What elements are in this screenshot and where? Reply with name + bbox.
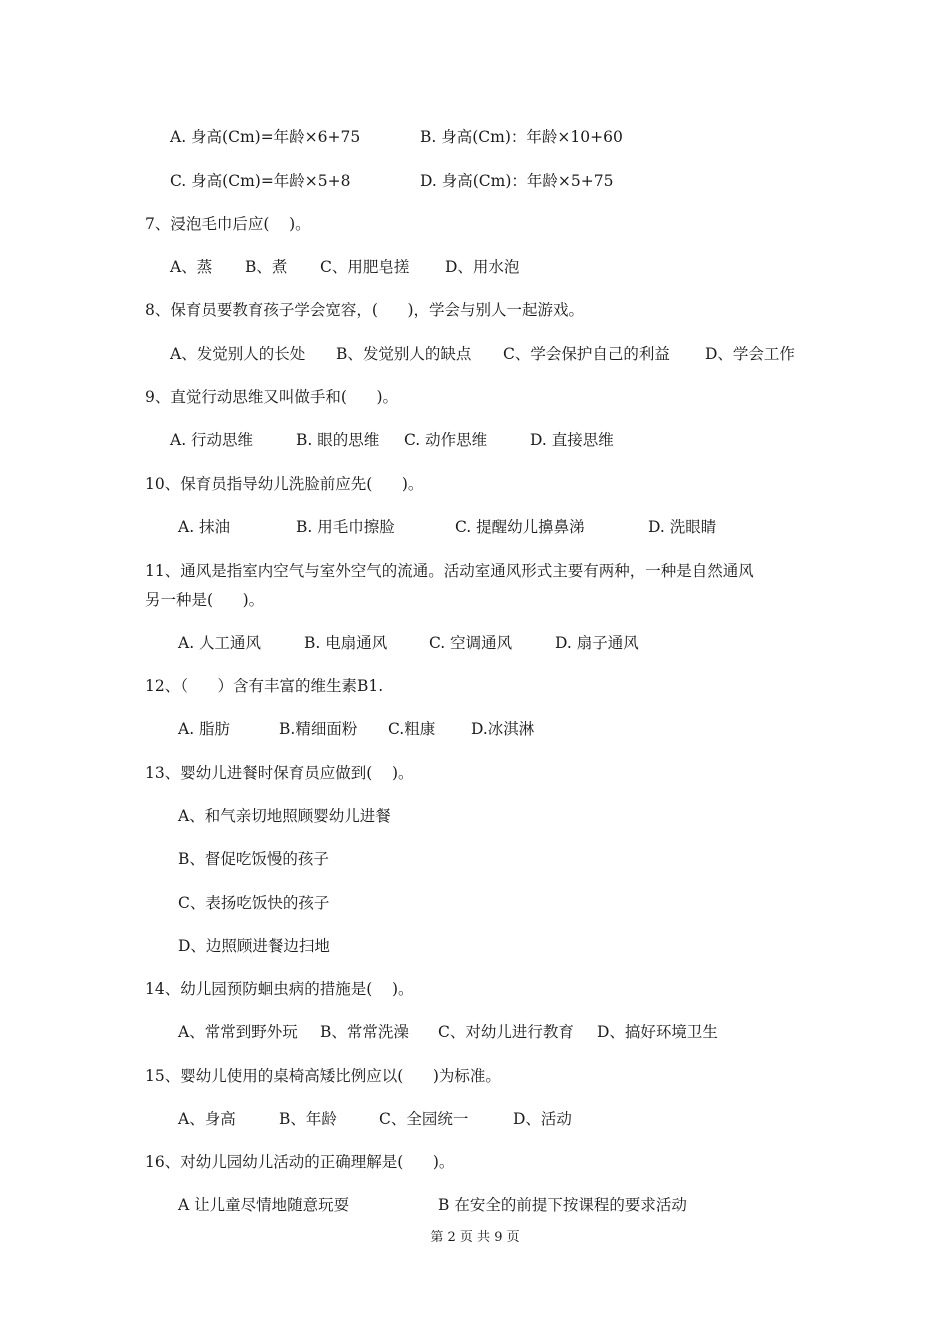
q7-option-a: A、蒸 (170, 258, 213, 276)
q9-stem: 9、直觉行动思维又叫做手和( )。 (145, 388, 399, 406)
q13-option-b: B、督促吃饭慢的孩子 (178, 850, 329, 868)
q16-option-b: B 在安全的前提下按课程的要求活动 (438, 1196, 687, 1214)
q12-option-c: C.粗康 (388, 720, 436, 738)
q10-stem: 10、保育员指导幼儿洗脸前应先( )。 (145, 475, 424, 493)
q16-option-a: A 让儿童尽情地随意玩耍 (178, 1196, 350, 1214)
q12-option-b: B.精细面粉 (279, 720, 358, 738)
q7-option-c: C、用肥皂搓 (320, 258, 410, 276)
q6-option-c: C. 身高(Cm)=年龄×5+8 (170, 172, 351, 190)
q11-option-b: B. 电扇通风 (304, 634, 388, 652)
q9-option-b: B. 眼的思维 (296, 431, 380, 449)
q11-option-c: C. 空调通风 (429, 634, 513, 652)
q11-stem-line2: 另一种是( )。 (145, 591, 265, 609)
q8-option-d: D、学会工作 (705, 345, 795, 363)
q16-stem: 16、对幼儿园幼儿活动的正确理解是( )。 (145, 1153, 455, 1171)
q14-stem: 14、幼儿园预防蛔虫病的措施是( )。 (145, 980, 414, 998)
q15-option-c: C、全园统一 (379, 1110, 469, 1128)
q11-stem-line1: 11、通风是指室内空气与室外空气的流通。活动室通风形式主要有两种，一种是自然通风 (145, 562, 754, 580)
q12-option-a: A. 脂肪 (178, 720, 231, 738)
q7-option-d: D、用水泡 (445, 258, 520, 276)
q15-option-d: D、活动 (513, 1110, 572, 1128)
q6-option-a: A. 身高(Cm)=年龄×6+75 (170, 128, 361, 146)
q13-option-c: C、表扬吃饭快的孩子 (178, 894, 330, 912)
q8-option-a: A、发觉别人的长处 (170, 345, 306, 363)
q15-stem: 15、婴幼儿使用的桌椅高矮比例应以( )为标准。 (145, 1067, 501, 1085)
q11-option-d: D. 扇子通风 (555, 634, 639, 652)
q9-option-d: D. 直接思维 (530, 431, 614, 449)
q8-option-c: C、学会保护自己的利益 (503, 345, 670, 363)
q10-option-a: A. 抹油 (178, 518, 231, 536)
q14-option-d: D、搞好环境卫生 (597, 1023, 718, 1041)
q11-option-a: A. 人工通风 (178, 634, 262, 652)
q13-option-a: A、和气亲切地照顾婴幼儿进餐 (178, 807, 391, 825)
q6-option-b: B. 身高(Cm)：年龄×10+60 (420, 128, 623, 146)
q15-option-b: B、年龄 (279, 1110, 337, 1128)
q7-stem: 7、浸泡毛巾后应( )。 (145, 215, 311, 233)
q10-option-b: B. 用毛巾擦脸 (296, 518, 395, 536)
q12-stem: 12、（ ）含有丰富的维生素B1. (145, 677, 384, 695)
q8-stem: 8、保育员要教育孩子学会宽容，( )，学会与别人一起游戏。 (145, 301, 585, 319)
q10-option-d: D. 洗眼睛 (648, 518, 717, 536)
q15-option-a: A、身高 (178, 1110, 236, 1128)
page-footer: 第 2 页 共 9 页 (430, 1230, 520, 1245)
q14-option-a: A、常常到野外玩 (178, 1023, 298, 1041)
q9-option-c: C. 动作思维 (404, 431, 488, 449)
q8-option-b: B、发觉别人的缺点 (336, 345, 472, 363)
q10-option-c: C. 提醒幼儿擤鼻涕 (455, 518, 585, 536)
q12-option-d: D.冰淇淋 (471, 720, 535, 738)
q14-option-c: C、对幼儿进行教育 (438, 1023, 574, 1041)
q7-option-b: B、煮 (245, 258, 288, 276)
q13-stem: 13、婴幼儿进餐时保育员应做到( )。 (145, 764, 414, 782)
q6-option-d: D. 身高(Cm)：年龄×5+75 (420, 172, 614, 190)
q9-option-a: A. 行动思维 (170, 431, 254, 449)
q13-option-d: D、边照顾进餐边扫地 (178, 937, 330, 955)
q14-option-b: B、常常洗澡 (320, 1023, 409, 1041)
